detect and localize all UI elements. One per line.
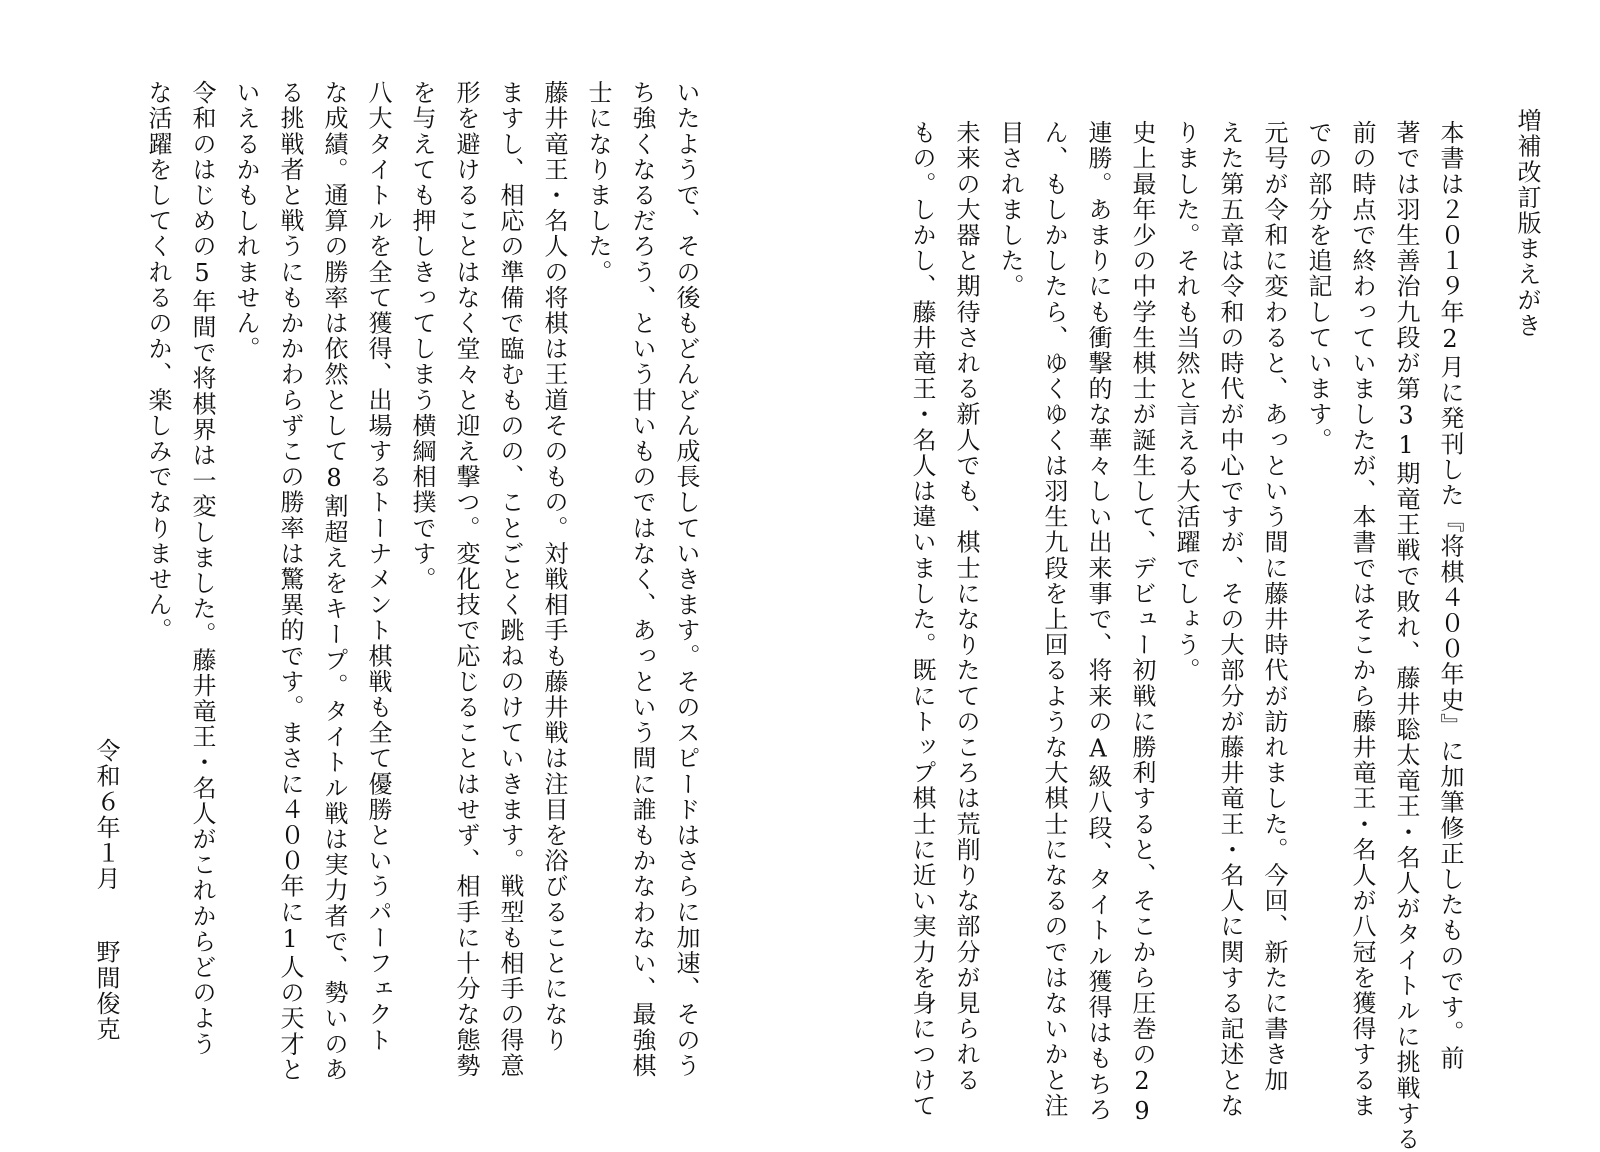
signature-author: 野間俊克 [92,939,120,1043]
text-line: えた第五章は令和の時代が中心ですが、その大部分が藤井竜王・名人に関する記述とな [1216,120,1244,1119]
text-line: ますし、相応の準備で臨むものの、ことごとく跳ねのけていきます。戦型も相手の得意 [496,80,524,1079]
signature-date: 令和６年１月 [92,738,120,892]
text-line: りました。それも当然と言える大活躍でしょう。 [1172,120,1200,684]
text-line: 令和のはじめの5年間で将棋界は一変しました。藤井竜王・名人がこれからどのよう [188,80,216,1057]
text-line: な成績。通算の勝率は依然として8割超えをキープ。タイトル戦は実力者で、勢いのあ [320,80,348,1083]
left-page [0,0,800,1124]
text-line: 士になりました。 [584,80,612,285]
signature [84,738,128,1043]
text-line: る挑戦者と戦うにもかかわらずこの勝率は驚異的です。まさに４００年に1人の天才と [276,80,304,1083]
right-page [800,0,1600,1152]
text-line: 未来の大器と期待される新人でも、棋士になりたてのころは荒削りな部分が見られる [952,120,980,1093]
text-line: ん、もしかしたら、ゆくゆくは羽生九段を上回るような大棋士になるのではないかと注 [1040,120,1068,1119]
text-line: 著では羽生善治九段が第31期竜王戦で敗れ、藤井聡太竜王・名人がタイトルに挑戦する [1392,120,1420,1152]
text-line: ち強くなるだろう、という甘いものではなく、あっという間に誰もかなわない、最強棋 [628,80,656,1079]
text-line: 八大タイトルを全て獲得、出場するトーナメント棋戦も全て優勝というパーフェクト [364,80,392,1053]
text-line: いたようで、その後もどんどん成長していきます。そのスピードはさらに加速、そのう [672,80,700,1079]
text-line: を与えても押しきってしまう横綱相撲です。 [408,80,436,592]
text-line: 史上最年少の中学生棋士が誕生して、デビュー初戦に勝利すると、そこから圧巻の29 [1128,120,1156,1127]
right-page-body [900,120,1472,1152]
left-page-body [136,80,708,1083]
text-line: もの。しかし、藤井竜王・名人は違いました。既にトップ棋士に近い実力を身につけて [908,120,936,1119]
text-line: 形を避けることはなく堂々と迎え撃つ。変化技で応じることはせず、相手に十分な態勢 [452,80,480,1079]
text-line: な活躍をしてくれるのか、楽しみでなりません。 [144,80,172,644]
text-line: での部分を追記しています。 [1304,120,1332,453]
text-line: 元号が令和に変わると、あっという間に藤井時代が訪れました。今回、新たに書き加 [1260,120,1288,1093]
text-line: いえるかもしれません。 [232,80,260,362]
preface-title: 増補改訂版まえがき [1513,108,1541,339]
text-line: 藤井竜王・名人の将棋は王道そのもの。対戦相手も藤井戦は注目を浴びることになり [540,80,568,1053]
text-line: 前の時点で終わっていましたが、本書ではそこから藤井竜王・名人が八冠を獲得するま [1348,120,1376,1119]
text-line: 本書は２０１９年2月に発刊した『将棋４００年史』に加筆修正したものです。前 [1436,120,1464,1072]
text-line: 目されました。 [996,120,1024,300]
text-line: 連勝。あまりにも衝撃的な華々しい出来事で、将来のA級八段、タイトル獲得はもちろ [1084,120,1112,1123]
